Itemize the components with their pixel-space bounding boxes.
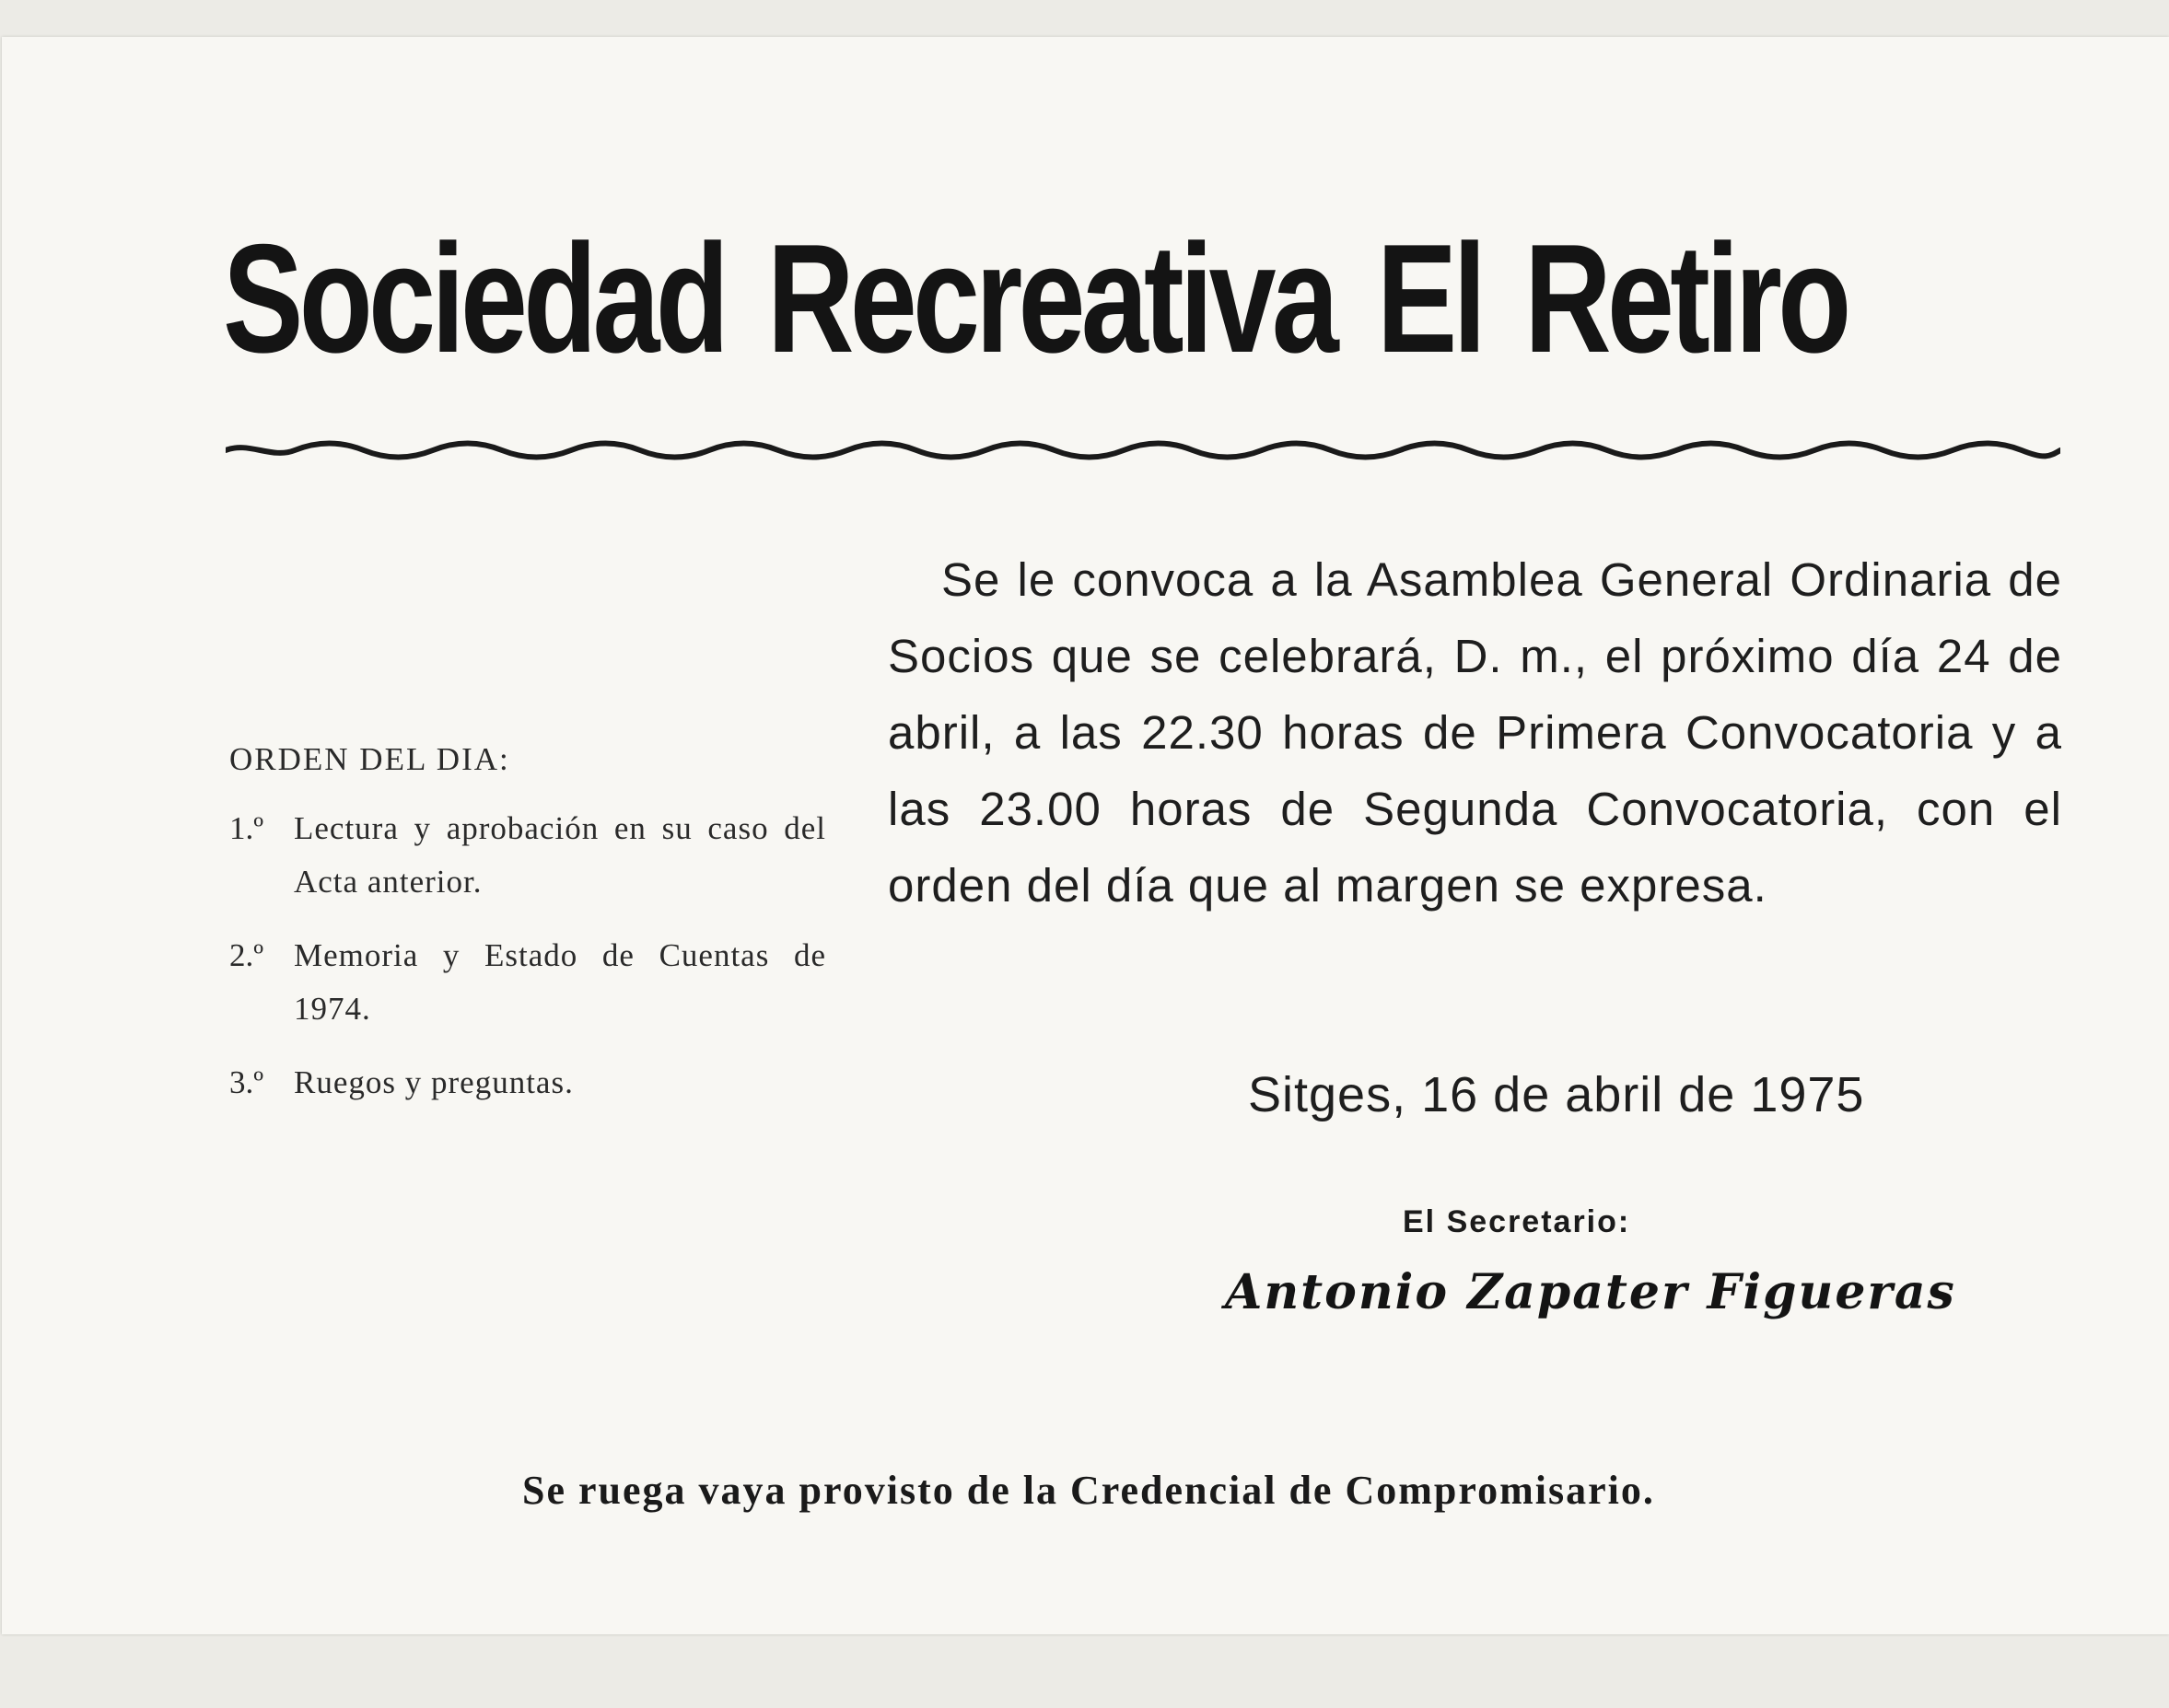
- agenda: [229, 741, 826, 1130]
- wavy-divider: [226, 436, 2060, 464]
- agenda-item-text: Ruegos y preguntas.: [294, 1064, 574, 1100]
- agenda-item: [229, 1056, 826, 1110]
- agenda-item-text: Lectura y aprobación en su caso del Acta anterior.: [294, 810, 826, 900]
- page-title: Sociedad Recreativa El Retiro: [223, 212, 1848, 385]
- signatory-role: El Secretario:: [1403, 1204, 1631, 1239]
- agenda-item: [229, 929, 826, 1036]
- signatory-name: Antonio Zapater Figueras: [1225, 1264, 1956, 1320]
- place-date: Sitges, 16 de abril de 1975: [1248, 1067, 1865, 1122]
- agenda-title: ORDEN DEL DIA:: [229, 741, 510, 777]
- agenda-item: [229, 802, 826, 909]
- document-page: [2, 37, 2169, 1634]
- agenda-item-text: Memoria y Estado de Cuentas de 1974.: [294, 937, 826, 1027]
- footer-note: Se ruega vaya provisto de la Credencial de Compromisario.: [522, 1468, 1655, 1513]
- convocation-text: Se le convoca a la Asamblea General Ordinaria de Socios que se celebrará, D. m., el próximo día 24 de abril, a las 22.30 horas de Primera Convocatoria y a las 23.00 horas de Segunda Convocatoria, con el orden del día que al margen se expresa.: [888, 553, 2062, 912]
- agenda-item-number: 3.º: [229, 1064, 264, 1100]
- agenda-item-number: 2.º: [229, 937, 264, 973]
- agenda-item-number: 1.º: [229, 810, 264, 846]
